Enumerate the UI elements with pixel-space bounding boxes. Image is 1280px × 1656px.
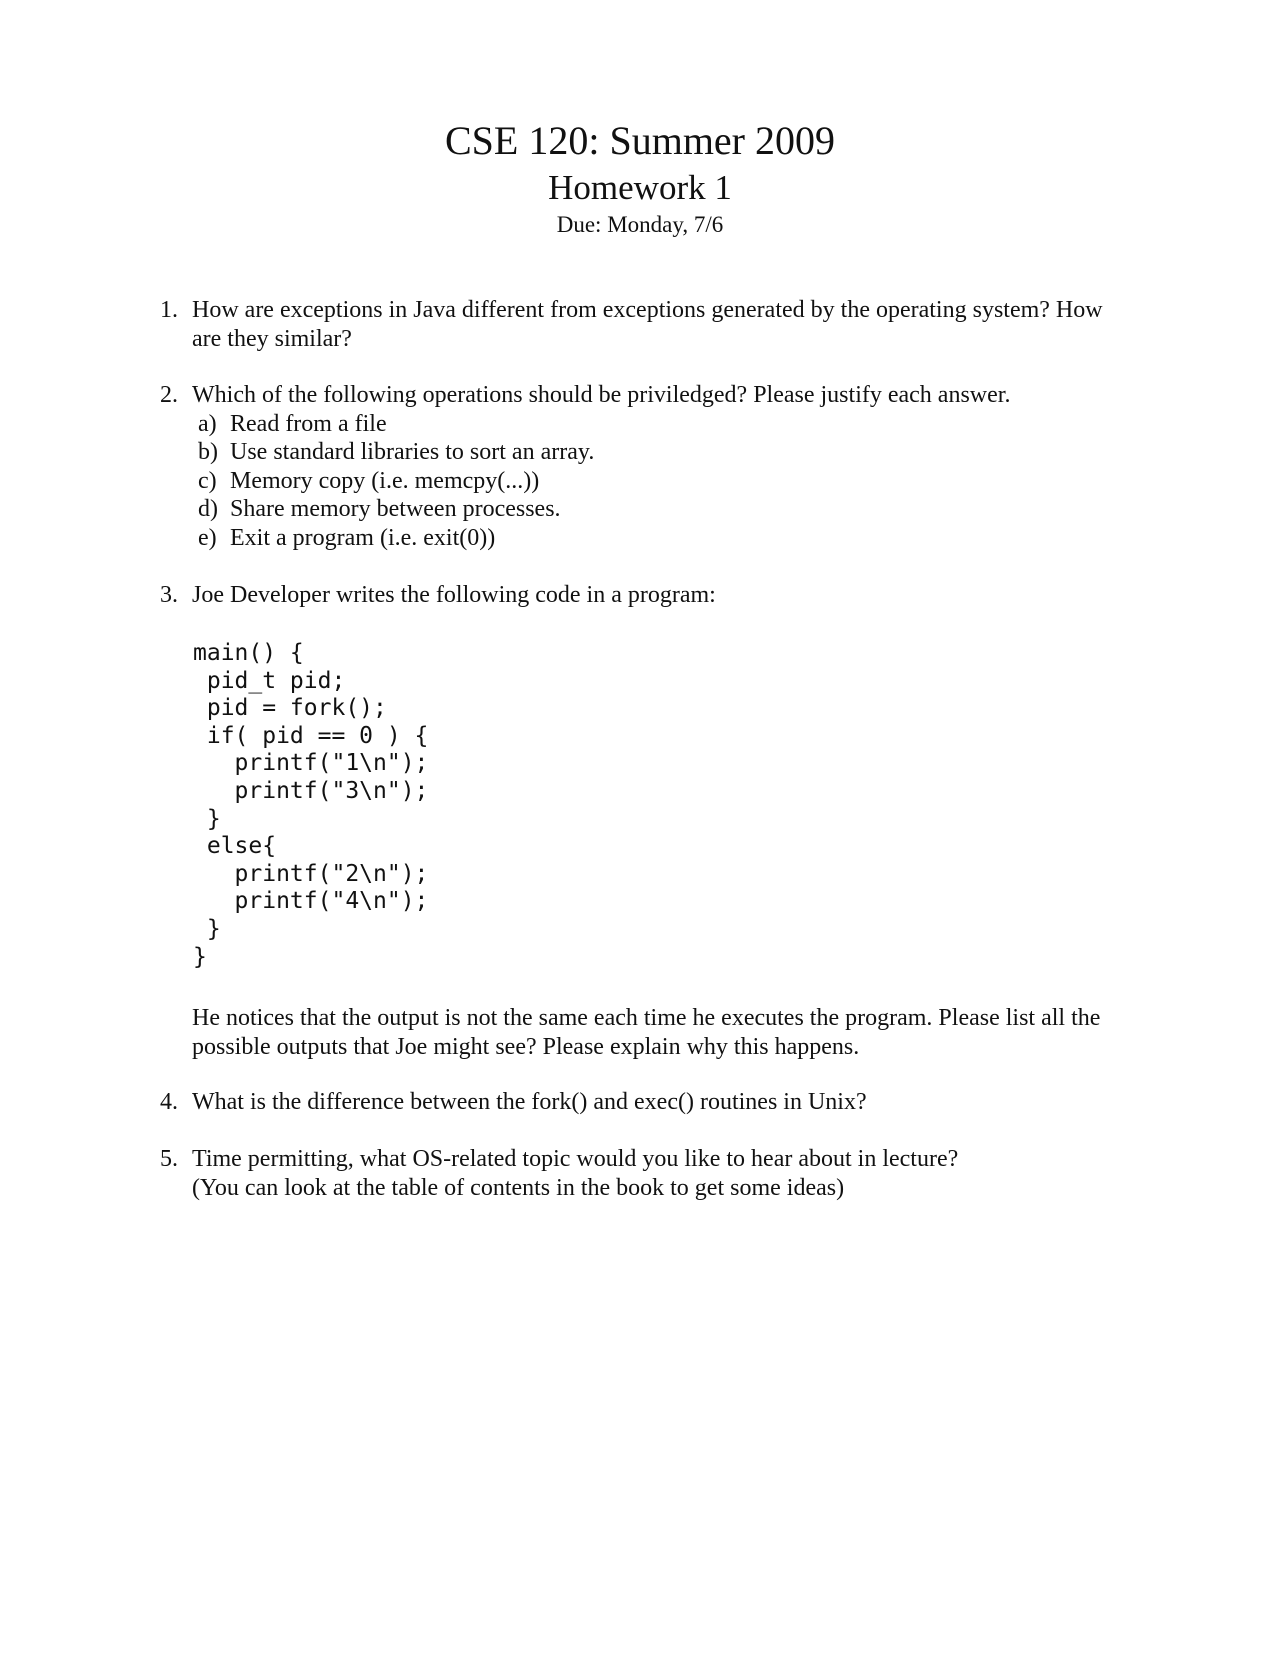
question-text xyxy=(192,1145,1152,1202)
question-text xyxy=(192,296,1152,353)
question-3-followup xyxy=(192,1004,1172,1062)
code-line: } xyxy=(193,805,221,832)
question-number: 1. xyxy=(160,297,178,323)
question-line: What is the difference between the fork() and exec() routines in Unix? xyxy=(192,1089,867,1115)
code-line: main() { xyxy=(193,640,304,666)
question-line: are they similar? xyxy=(192,325,352,352)
option-text: Memory copy (i.e. memcpy(...)) xyxy=(230,467,540,494)
option-letter: e) xyxy=(198,524,217,551)
code-line: pid = fork(); xyxy=(193,695,387,722)
option-text: Exit a program (i.e. exit(0)) xyxy=(230,524,496,551)
option-letter: d) xyxy=(198,496,218,522)
due-date: Due: Monday, 7/6 xyxy=(556,212,724,237)
code-line: } xyxy=(193,943,207,970)
option-text: Use standard libraries to sort an array. xyxy=(230,439,595,465)
code-line: printf("2\n"); xyxy=(193,860,429,887)
code-line: else{ xyxy=(193,833,277,860)
question-text xyxy=(192,581,1152,610)
question-number: 3. xyxy=(160,582,178,608)
option-item xyxy=(192,524,1152,553)
code-line: printf("3\n"); xyxy=(193,777,429,804)
option-letter: b) xyxy=(198,439,218,465)
option-letter: a) xyxy=(198,410,217,437)
code-line: printf("4\n"); xyxy=(193,888,429,915)
option-letter: c) xyxy=(198,467,217,494)
code-line: } xyxy=(193,915,221,942)
question-line: Joe Developer writes the following code in a program: xyxy=(192,582,716,608)
question-number: 5. xyxy=(160,1146,178,1172)
code-block xyxy=(193,640,428,971)
option-item xyxy=(192,467,1152,496)
document-title: CSE 120: Summer 2009 xyxy=(444,118,836,163)
question-text xyxy=(192,1088,1152,1117)
option-item xyxy=(192,495,1152,524)
question-line: Time permitting, what OS-related topic would you like to hear about in lecture? xyxy=(192,1146,959,1172)
code-line: if( pid == 0 ) { xyxy=(193,722,429,749)
option-text: Share memory between processes. xyxy=(230,496,561,522)
question-text xyxy=(192,381,1152,552)
code-line: pid_t pid; xyxy=(193,667,346,694)
option-item xyxy=(192,410,1152,439)
option-text: Read from a file xyxy=(230,410,387,437)
question-line: (You can look at the table of contents in the book to get some ideas) xyxy=(192,1174,845,1201)
question-number: 4. xyxy=(160,1089,178,1115)
question-line: How are exceptions in Java different from exceptions generated by the operating system? How xyxy=(192,297,1103,323)
question-line: He notices that the output is not the same each time he executes the program. Please list all the xyxy=(192,1005,1101,1031)
document-subtitle: Homework 1 xyxy=(548,168,732,207)
code-line: printf("1\n"); xyxy=(193,750,429,777)
question-line: possible outputs that Joe might see? Please explain why this happens. xyxy=(192,1034,860,1060)
question-number: 2. xyxy=(160,382,178,408)
question-line: Which of the following operations should be priviledged? Please justify each answer. xyxy=(192,382,1011,408)
option-item xyxy=(192,438,1152,467)
